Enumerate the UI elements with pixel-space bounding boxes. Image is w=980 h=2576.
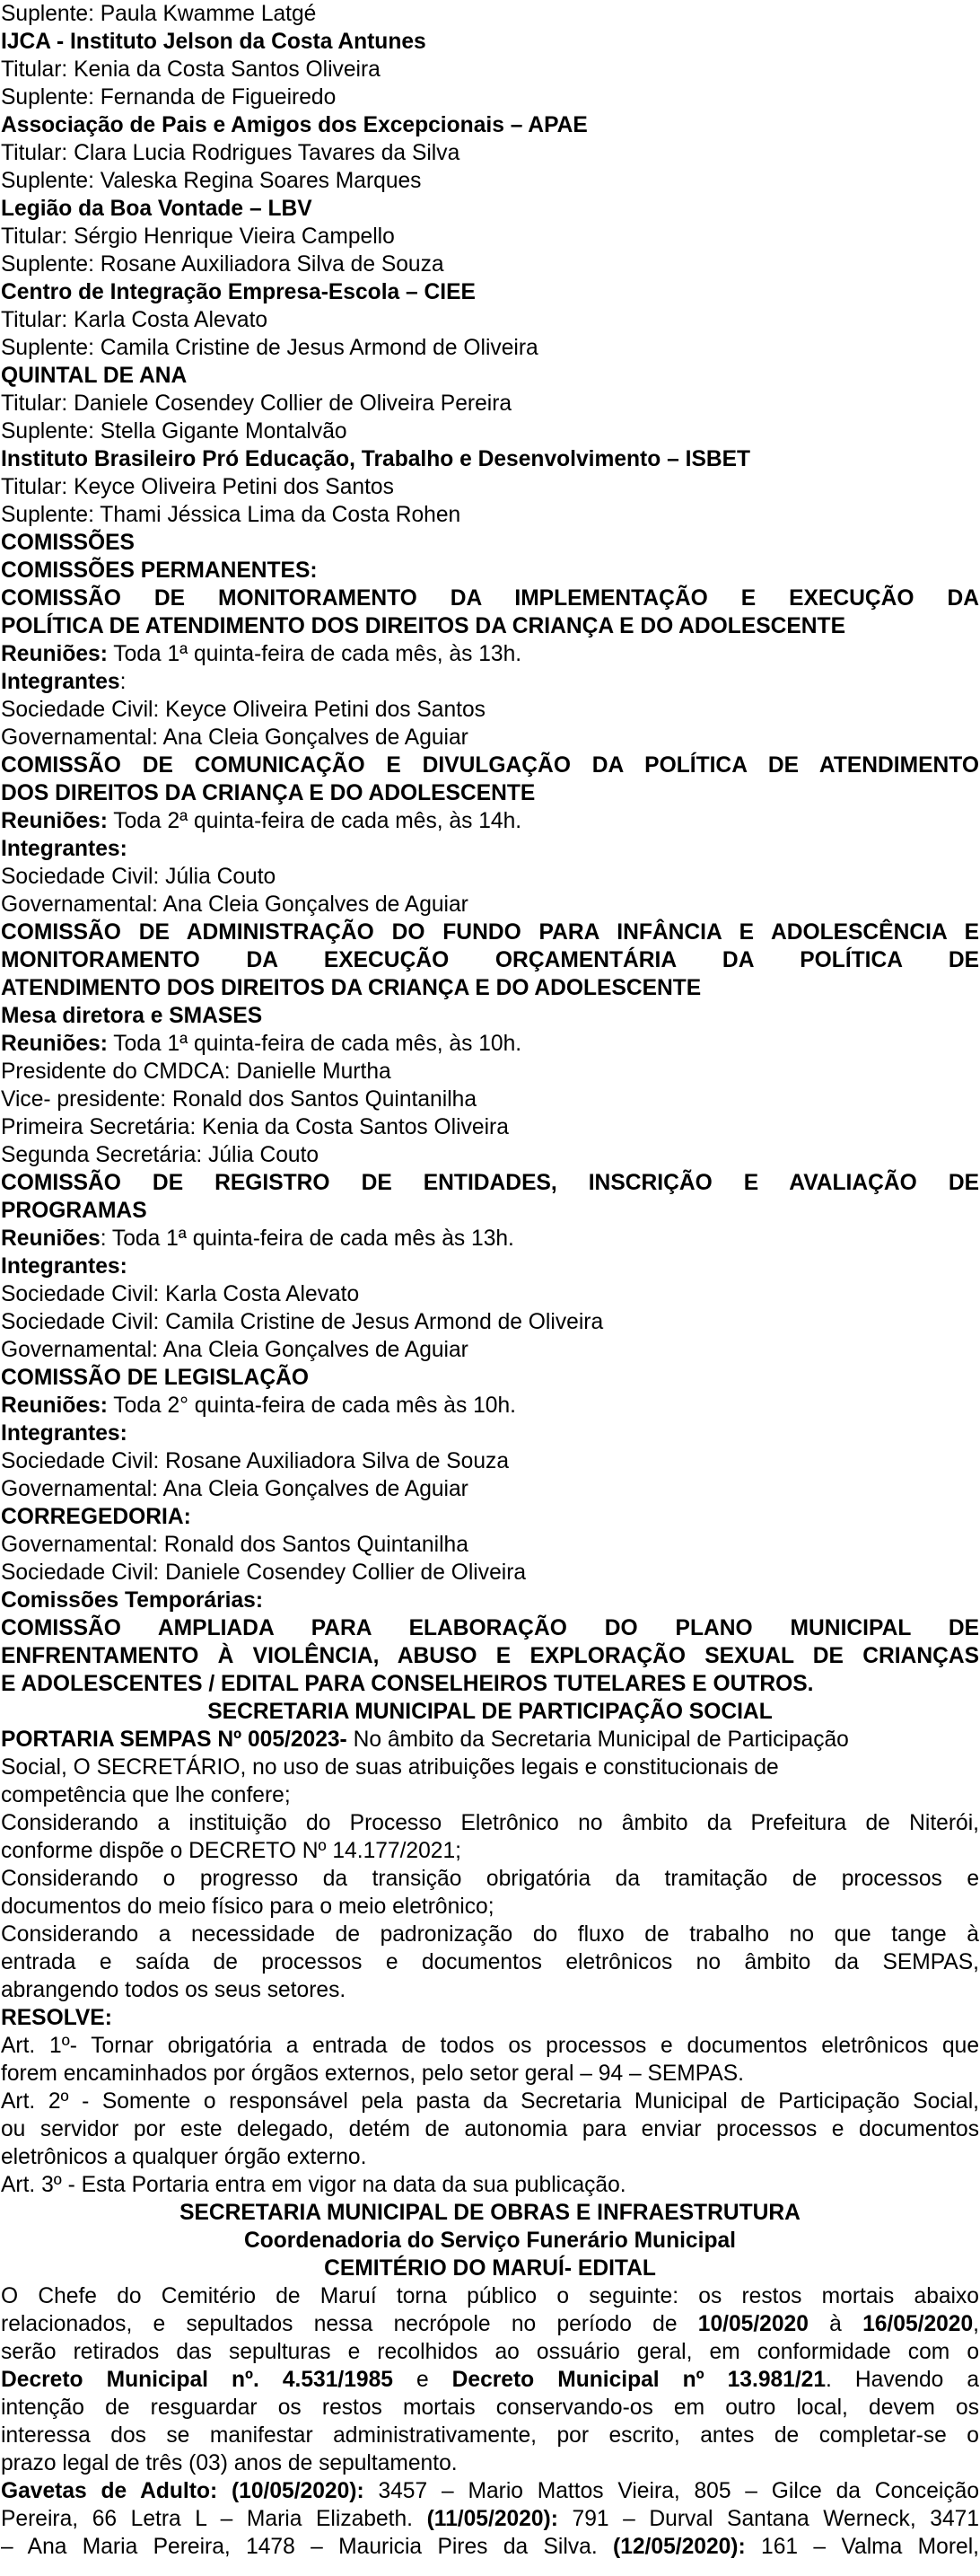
text-line [1, 1531, 979, 1559]
text-line [1, 1030, 979, 1058]
text-segment: Governamental: Ronald dos Santos Quintanilha [1, 1533, 468, 1557]
text-segment: Sociedade Civil: Júlia Couto [1, 865, 276, 889]
text-line [1, 362, 979, 390]
text-line [1, 2255, 979, 2282]
text-line [1, 2366, 979, 2394]
text-segment: prazo legal de três (03) anos de sepultamento. [1, 2451, 458, 2475]
text-line [1, 1837, 979, 1865]
text-line [1, 2394, 979, 2422]
text-segment: Sociedade Civil: Rosane Auxiliadora Silva de Souza [1, 1449, 509, 1473]
text-line [1, 56, 979, 84]
text-line [1, 612, 979, 640]
bold-segment: Integrantes: [1, 1254, 127, 1279]
text-line [1, 1475, 979, 1503]
text-line [1, 278, 979, 306]
text-segment: Considerando o progresso da transição obrigatória da tramitação de processos e [1, 1867, 979, 1891]
text-segment: Primeira Secretária: Kenia da Costa Santos Oliveira [1, 1115, 509, 1139]
text-line [1, 640, 979, 668]
text-line [1, 111, 979, 139]
text-line [1, 251, 979, 278]
text-line [1, 1865, 979, 1893]
text-segment: Titular: Clara Lucia Rodrigues Tavares da Silva [1, 141, 460, 165]
text-segment: , [973, 2312, 979, 2336]
text-segment: . Havendo a [826, 2368, 979, 2392]
text-line [1, 724, 979, 752]
text-segment: Governamental: Ana Cleia Gonçalves de Aguiar [1, 1477, 468, 1501]
text-segment: à [808, 2312, 863, 2336]
text-line [1, 2032, 979, 2060]
text-segment: 791 – Durval Santana Werneck, 3471 [557, 2507, 979, 2531]
bold-segment: Reuniões [1, 1226, 101, 1251]
text-line [1, 1754, 979, 1781]
text-segment: relacionados, e sepultados nessa necrópole no período de [1, 2312, 698, 2336]
bold-segment: Reuniões: [1, 809, 108, 833]
text-segment: Art. 2º - Somente o responsável pela pasta da Secretaria Municipal de Participação Social, [1, 2089, 979, 2114]
text-line [1, 167, 979, 195]
text-segment: Toda 2ª quinta-feira de cada mês, às 14h. [107, 809, 522, 833]
text-segment: Suplente: Paula Kwamme Latgé [1, 2, 317, 26]
text-segment: RESOLVE: [1, 2006, 112, 2030]
text-line [1, 1141, 979, 1169]
text-segment: Art. 1º- Tornar obrigatória a entrada de todos os processos e documentos eletrônicos que [1, 2034, 979, 2058]
text-line [1, 28, 979, 56]
text-segment: 3457 – Mario Mattos Vieira, 805 – Gilce da Conceição [363, 2479, 979, 2503]
text-segment: forem encaminhados por órgãos externos, pelo setor geral – 94 – SEMPAS. [1, 2062, 744, 2086]
text-segment: Sociedade Civil: Camila Cristine de Jesus Armond de Oliveira [1, 1310, 604, 1334]
text-segment: CORREGEDORIA: [1, 1505, 191, 1529]
text-segment: documentos do meio físico para o meio eletrônico; [1, 1895, 494, 1919]
text-segment: Sociedade Civil: Daniele Cosendey Collier de Oliveira [1, 1561, 527, 1585]
text-line [1, 223, 979, 251]
text-segment: O Chefe do Cemitério de Maruí torna público o seguinte: os restos mortais abaixo [1, 2284, 979, 2308]
text-line [1, 306, 979, 334]
text-line [1, 2533, 979, 2561]
text-line [1, 1948, 979, 1976]
text-segment: Centro de Integração Empresa-Escola – CIEE [1, 280, 476, 304]
text-segment: : [119, 670, 127, 694]
text-line [1, 1308, 979, 1336]
text-line [1, 1976, 979, 2004]
text-line [1, 585, 979, 612]
text-segment: Considerando a necessidade de padronização do fluxo de trabalho no que tange à [1, 1922, 979, 1947]
text-segment: competência que lhe confere; [1, 1783, 291, 1807]
text-line [1, 334, 979, 362]
text-segment: Suplente: Thami Jéssica Lima da Costa Rohen [1, 503, 461, 527]
text-line [1, 1420, 979, 1447]
text-segment: Toda 1ª quinta-feira de cada mês, às 10h. [107, 1032, 522, 1056]
text-line [1, 1447, 979, 1475]
text-segment: Sociedade Civil: Karla Costa Alevato [1, 1282, 360, 1306]
text-segment: Titular: Sérgio Henrique Vieira Campello [1, 224, 395, 249]
text-line [1, 2449, 979, 2477]
text-segment: Segunda Secretária: Júlia Couto [1, 1143, 319, 1167]
text-segment: COMISSÃO DE MONITORAMENTO DA IMPLEMENTAÇÃO E EXECUÇÃO DA [1, 586, 979, 611]
bold-segment: Integrantes: [1, 1421, 127, 1446]
text-line [1, 1503, 979, 1531]
text-line [1, 1336, 979, 1364]
text-line [1, 1086, 979, 1113]
text-segment: Pereira, 66 Letra L – Maria Elizabeth. [1, 2507, 427, 2531]
text-line [1, 752, 979, 779]
text-segment: Governamental: Ana Cleia Gonçalves de Aguiar [1, 725, 468, 750]
bold-segment: PORTARIA SEMPAS Nº 005/2023- [1, 1728, 347, 1752]
text-line [1, 1559, 979, 1587]
text-segment: COMISSÕES [1, 531, 135, 555]
text-segment: entrada e saída de processos e documentos eletrônicos no âmbito da SEMPAS, [1, 1950, 979, 1974]
text-segment: COMISSÃO DE ADMINISTRAÇÃO DO FUNDO PARA INFÂNCIA E ADOLESCÊNCIA E [1, 920, 979, 945]
text-line [1, 0, 979, 28]
text-line [1, 2199, 979, 2227]
bold-segment: Integrantes [1, 670, 120, 694]
text-line [1, 891, 979, 919]
bold-segment: Reuniões: [1, 642, 108, 666]
text-line [1, 2227, 979, 2255]
text-line [1, 1253, 979, 1280]
text-line [1, 195, 979, 223]
text-line [1, 2060, 979, 2088]
text-line [1, 1169, 979, 1197]
text-line [1, 1113, 979, 1141]
text-segment: Governamental: Ana Cleia Gonçalves de Aguiar [1, 892, 468, 917]
text-segment: Art. 3º - Esta Portaria entra em vigor na data da sua publicação. [1, 2173, 626, 2197]
text-line [1, 139, 979, 167]
text-line [1, 1921, 979, 1948]
text-line [1, 418, 979, 445]
text-line [1, 2171, 979, 2199]
text-line [1, 1280, 979, 1308]
text-segment: Suplente: Valeska Regina Soares Marques [1, 169, 422, 193]
text-segment: Social, O SECRETÁRIO, no uso de suas atribuições legais e constitucionais de [1, 1755, 779, 1780]
text-segment: Titular: Keyce Oliveira Petini dos Santos [1, 475, 394, 499]
text-segment: 161 – Valma Morel, [745, 2535, 979, 2559]
bold-segment: 16/05/2020 [862, 2312, 974, 2336]
text-line [1, 779, 979, 807]
text-segment: Associação de Pais e Amigos dos Excepcionais – APAE [1, 113, 588, 137]
bold-segment: Integrantes: [1, 837, 127, 861]
text-segment: No âmbito da Secretaria Municipal de Participação [346, 1728, 849, 1752]
text-segment: Legião da Boa Vontade – LBV [1, 197, 312, 221]
text-segment: SECRETARIA MUNICIPAL DE PARTICIPAÇÃO SOCIAL [207, 1700, 773, 1724]
text-segment: ATENDIMENTO DOS DIREITOS DA CRIANÇA E DO ADOLESCENTE [1, 976, 702, 1000]
text-line [1, 529, 979, 557]
text-segment: Coordenadoria do Serviço Funerário Municipal [244, 2229, 736, 2253]
text-line [1, 696, 979, 724]
text-line [1, 84, 979, 111]
text-line [1, 1809, 979, 1837]
text-segment: Governamental: Ana Cleia Gonçalves de Aguiar [1, 1338, 468, 1362]
text-line [1, 390, 979, 418]
text-line [1, 501, 979, 529]
text-segment: ENFRENTAMENTO À VIOLÊNCIA, ABUSO E EXPLORAÇÃO SEXUAL DE CRIANÇAS [1, 1644, 979, 1668]
text-line [1, 1587, 979, 1614]
text-line [1, 1726, 979, 1754]
text-line [1, 1364, 979, 1392]
text-segment: QUINTAL DE ANA [1, 364, 188, 388]
text-segment: MONITORAMENTO DA EXECUÇÃO ORÇAMENTÁRIA DA POLÍTICA DE [1, 948, 979, 972]
text-segment: Suplente: Camila Cristine de Jesus Armond de Oliveira [1, 336, 538, 360]
bold-segment: Decreto Municipal nº. 4.531/1985 [1, 2368, 393, 2392]
text-line [1, 1392, 979, 1420]
text-segment: COMISSÃO AMPLIADA PARA ELABORAÇÃO DO PLANO MUNICIPAL DE [1, 1616, 979, 1640]
text-segment: IJCA - Instituto Jelson da Costa Antunes [1, 30, 426, 54]
text-line [1, 1614, 979, 1642]
bold-segment: Decreto Municipal nº 13.981/21 [451, 2368, 827, 2392]
text-segment: Mesa diretora e SMASES [1, 1004, 263, 1028]
text-segment: E ADOLESCENTES / EDITAL PARA CONSELHEIROS TUTELARES E OUTROS. [1, 1672, 814, 1696]
text-segment: COMISSÃO DE REGISTRO DE ENTIDADES, INSCRIÇÃO E AVALIAÇÃO DE [1, 1171, 979, 1195]
text-segment: Suplente: Rosane Auxiliadora Silva de Souza [1, 252, 444, 277]
text-segment: eletrônicos a qualquer órgão externo. [1, 2145, 367, 2169]
text-line [1, 1197, 979, 1225]
text-segment: Suplente: Stella Gigante Montalvão [1, 419, 347, 444]
text-line [1, 2004, 979, 2032]
text-line [1, 2143, 979, 2171]
text-line [1, 2282, 979, 2310]
text-segment: DOS DIREITOS DA CRIANÇA E DO ADOLESCENTE [1, 781, 536, 805]
text-segment: : Toda 1ª quinta-feira de cada mês às 13h. [100, 1226, 514, 1251]
text-line [1, 946, 979, 974]
text-line [1, 863, 979, 891]
text-segment: Comissões Temporárias: [1, 1588, 264, 1613]
text-line [1, 2338, 979, 2366]
text-segment: SECRETARIA MUNICIPAL DE OBRAS E INFRAESTRUTURA [179, 2201, 801, 2225]
text-line [1, 2310, 979, 2338]
text-segment: Suplente: Fernanda de Figueiredo [1, 85, 337, 110]
text-line [1, 807, 979, 835]
bold-segment: Gavetas de Adulto: (10/05/2020): [1, 2479, 364, 2503]
text-line [1, 445, 979, 473]
bold-segment: Reuniões: [1, 1394, 108, 1418]
text-line [1, 473, 979, 501]
text-segment: – Ana Maria Pereira, 1478 – Mauricia Pires da Silva. [1, 2535, 614, 2559]
text-segment: Vice- presidente: Ronald dos Santos Quintanilha [1, 1087, 477, 1112]
text-segment: Toda 1ª quinta-feira de cada mês, às 13h. [107, 642, 522, 666]
text-segment: Presidente do CMDCA: Danielle Murtha [1, 1059, 391, 1084]
bold-segment: 10/05/2020 [697, 2312, 809, 2336]
text-line [1, 2088, 979, 2115]
text-segment: conforme dispõe o DECRETO Nº 14.177/2021; [1, 1839, 461, 1863]
text-segment: ou servidor por este delegado, detém de autonomia para enviar processos e documentos [1, 2117, 979, 2141]
text-segment: Sociedade Civil: Keyce Oliveira Petini dos Santos [1, 698, 486, 722]
text-segment: Instituto Brasileiro Pró Educação, Trabalho e Desenvolvimento – ISBET [1, 447, 751, 471]
text-segment: COMISSÃO DE LEGISLAÇÃO [1, 1366, 309, 1390]
text-segment: CEMITÉRIO DO MARUÍ- EDITAL [324, 2256, 656, 2281]
text-line [1, 919, 979, 946]
text-line [1, 1670, 979, 1698]
text-segment: Titular: Karla Costa Alevato [1, 308, 268, 332]
text-segment: abrangendo todos os seus setores. [1, 1978, 346, 2002]
text-segment: serão retirados das sepulturas e recolhidos ao ossuário geral, em conformidade com o [1, 2340, 979, 2364]
text-segment: COMISSÃO DE COMUNICAÇÃO E DIVULGAÇÃO DA POLÍTICA DE ATENDIMENTO [1, 753, 979, 778]
text-line [1, 1893, 979, 1921]
text-line [1, 1002, 979, 1030]
text-segment: Titular: Daniele Cosendey Collier de Oliveira Pereira [1, 391, 512, 416]
text-segment: e [392, 2368, 452, 2392]
text-line [1, 2505, 979, 2533]
text-segment: PROGRAMAS [1, 1199, 147, 1223]
text-line [1, 2422, 979, 2449]
text-segment: intenção de resguardar os restos mortais conservando-os em outro local, devem os [1, 2396, 979, 2420]
text-segment: POLÍTICA DE ATENDIMENTO DOS DIREITOS DA CRIANÇA E DO ADOLESCENTE [1, 614, 845, 638]
text-line [1, 557, 979, 585]
bold-segment: (11/05/2020): [426, 2507, 558, 2531]
text-segment: interessa dos se manifestar administrativamente, por escrito, antes de completar-se o [1, 2423, 979, 2448]
text-line [1, 974, 979, 1002]
text-line [1, 835, 979, 863]
text-line [1, 1781, 979, 1809]
text-line [1, 1642, 979, 1670]
text-segment: Toda 2° quinta-feira de cada mês às 10h. [107, 1394, 516, 1418]
text-line [1, 1058, 979, 1086]
bold-segment: Reuniões: [1, 1032, 108, 1056]
text-segment: COMISSÕES PERMANENTES: [1, 558, 318, 583]
text-line [1, 1698, 979, 1726]
text-segment: Titular: Kenia da Costa Santos Oliveira [1, 57, 381, 82]
text-line [1, 1225, 979, 1253]
text-segment: Considerando a instituição do Processo Eletrônico no âmbito da Prefeitura de Niterói, [1, 1811, 979, 1835]
text-line [1, 2115, 979, 2143]
text-line [1, 668, 979, 696]
bold-segment: (12/05/2020): [613, 2535, 746, 2559]
text-line [1, 2477, 979, 2505]
